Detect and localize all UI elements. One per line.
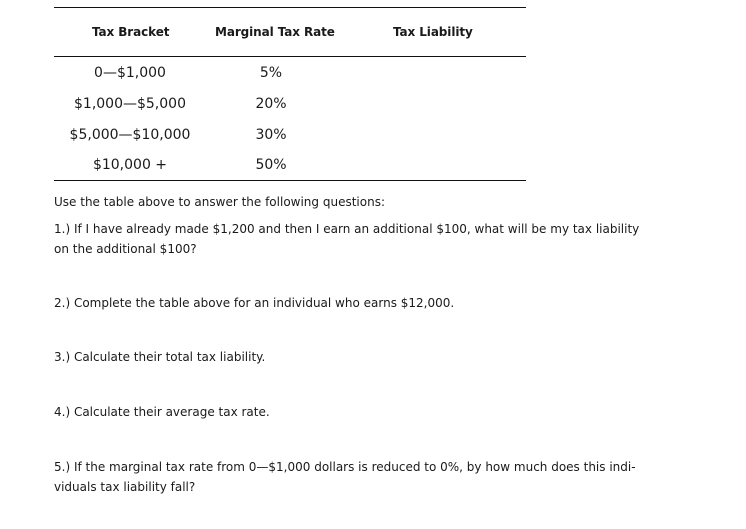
question-4 bbox=[54, 402, 270, 422]
table-top-rule bbox=[54, 7, 526, 8]
question-line: viduals tax liability fall? bbox=[54, 480, 196, 494]
question-line: 3.) Calculate their total tax liability. bbox=[54, 350, 266, 364]
rate-cell: 30% bbox=[255, 127, 287, 143]
question-2 bbox=[54, 293, 454, 313]
header-marginal-tax-rate: Marginal Tax Rate bbox=[215, 25, 335, 39]
question-line: 1.) If I have already made $1,200 and then I earn an additional $100, what will be my tax liability bbox=[54, 222, 640, 236]
question-line: 5.) If the marginal tax rate from 0—$1,000 dollars is reduced to 0%, by how much does this indi- bbox=[54, 460, 636, 474]
question-1 bbox=[54, 219, 639, 259]
bracket-cell: 0—$1,000 bbox=[94, 65, 166, 81]
bracket-cell: $5,000—$10,000 bbox=[69, 127, 191, 143]
bracket-cell: $1,000—$5,000 bbox=[74, 96, 186, 112]
header-tax-liability: Tax Liability bbox=[393, 25, 473, 39]
question-3 bbox=[54, 347, 265, 367]
header-tax-bracket: Tax Bracket bbox=[92, 25, 170, 39]
question-line: on the additional $100? bbox=[54, 242, 197, 256]
table-header-rule bbox=[54, 56, 526, 57]
instructions-text: Use the table above to answer the following questions: bbox=[54, 195, 385, 209]
question-line: 2.) Complete the table above for an individual who earns $12,000. bbox=[54, 296, 455, 310]
rate-cell: 20% bbox=[255, 96, 287, 112]
question-5 bbox=[54, 457, 636, 497]
rate-cell: 50% bbox=[255, 157, 287, 173]
rate-cell: 5% bbox=[259, 65, 283, 81]
question-line: 4.) Calculate their average tax rate. bbox=[54, 405, 270, 419]
bracket-cell: $10,000 + bbox=[92, 157, 168, 173]
table-bottom-rule bbox=[54, 180, 526, 181]
